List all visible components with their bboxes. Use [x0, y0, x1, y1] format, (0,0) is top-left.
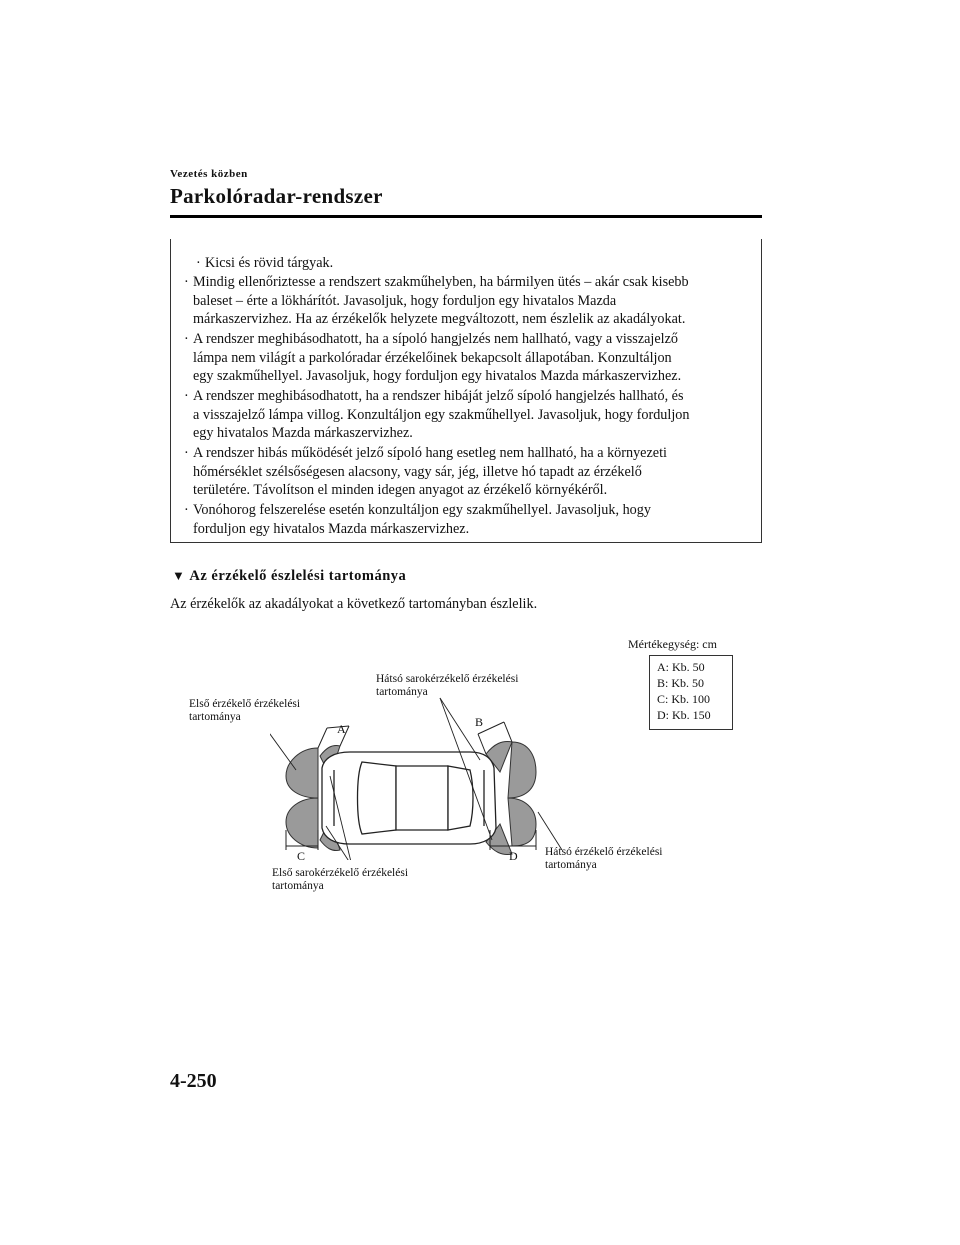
notice-line: baleset – érte a lökhárítót. Javasoljuk, hogy forduljon egy hivatalos Mazda: [193, 292, 617, 309]
sensor-range-diagram: [270, 690, 570, 860]
page-number: 4-250: [170, 1070, 217, 1092]
notice-bullet-2: [184, 330, 682, 386]
dim-b-line-2: [504, 722, 512, 742]
section-label: Vezetés közben: [170, 168, 248, 180]
section-heading-text: Az érzékelő észlelési tartománya: [189, 568, 407, 584]
car-rear-window: [448, 766, 473, 830]
leader-rear-corner-1: [440, 698, 480, 760]
car-windshield: [358, 762, 397, 834]
label-rear-sensor: [545, 846, 663, 872]
notice-line: A rendszer hibás működését jelző sípoló hang esetleg nem hallható, ha a környezeti: [193, 445, 667, 461]
notice-line: Vonóhorog felszerelése esetén konzultáljon egy szakműhellyel. Javasoljuk, hogy: [193, 502, 651, 518]
notice-line: márkaszervizhez. Ha az érzékelők helyzete megváltozott, nem észlelik az akadályokat.: [193, 311, 686, 328]
notice-line: a visszajelző lámpa villog. Konzultáljon egy szakműhellyel. Javasoljuk, hogy forduljon: [193, 406, 690, 423]
notice-line: egy hivatalos Mazda márkaszervizhez.: [193, 425, 413, 442]
dim-b-line-1: [478, 734, 486, 754]
leader-rear-sensor: [538, 812, 562, 850]
letter-c: C: [297, 849, 306, 863]
bullet-dot-icon: ·: [184, 331, 189, 347]
bullet-dot-icon: ·: [196, 255, 201, 271]
notice-box-left-border: [170, 239, 171, 542]
legend-box: [649, 655, 733, 730]
front-sensor-zone-lower: [286, 798, 318, 848]
legend-item-c: C: Kb. 100: [657, 692, 711, 706]
legend-item-a: A: Kb. 50: [657, 660, 705, 674]
notice-sub-item-text: Kicsi és rövid tárgyak.: [205, 255, 334, 271]
rear-sensor-zone-lower: [508, 798, 536, 846]
notice-line: egy szakműhellyel. Javasoljuk, hogy forduljon egy hivatalos Mazda márkaszervizhez.: [193, 368, 682, 385]
label-line: tartománya: [189, 711, 241, 723]
bullet-dot-icon: ·: [184, 445, 189, 461]
label-front-corner-sensor: [272, 867, 408, 893]
page-title: Parkolóradar-rendszer: [170, 184, 383, 208]
label-line: Első érzékelő érzékelési: [189, 698, 301, 710]
notice-line: forduljon egy hivatalos Mazda márkaszervizhez.: [193, 520, 470, 537]
notice-bullet-3: [184, 387, 690, 443]
section-heading: [172, 568, 406, 585]
triangle-marker-icon: ▼: [172, 568, 186, 583]
notice-line: A rendszer meghibásodhatott, ha a sípoló hangjelzés nem hallható, vagy a visszajelző: [193, 331, 678, 347]
car-roof: [396, 766, 448, 830]
notice-bullet-4: [184, 444, 667, 500]
bullet-dot-icon: ·: [184, 502, 189, 518]
notice-line: Mindig ellenőriztesse a rendszert szakműhelyben, ha bármilyen ütés – akár csak kisebb: [193, 274, 689, 290]
notice-box: [170, 239, 762, 543]
notice-line: területére. Távolítson el minden idegen anyagot az érzékelő környékéről.: [193, 482, 608, 499]
notice-bullet-5: [184, 501, 651, 538]
label-line: Első sarokérzékelő érzékelési: [272, 867, 409, 879]
legend-item-b: B: Kb. 50: [657, 676, 705, 690]
label-line: Hátsó érzékelő érzékelési: [545, 846, 663, 858]
notice-sub-item: [196, 254, 334, 273]
notice-line: hőmérséklet szélsőségesen alacsony, vagy sár, jég, illetve hó tapadt az érzékelő: [193, 463, 642, 480]
label-line: tartománya: [376, 686, 428, 698]
notice-line: A rendszer meghibásodhatott, ha a rendszer hibáját jelző sípoló hangjelzés hallható, és: [193, 388, 684, 404]
label-front-sensor: [189, 698, 300, 724]
front-sensor-zone-upper: [286, 748, 318, 798]
legend-item-d: D: Kb. 150: [657, 708, 711, 722]
section-intro: Az érzékelők az akadályokat a következő tartományban észlelik.: [170, 596, 538, 612]
bullet-dot-icon: ·: [184, 274, 189, 290]
dim-a-line-1: [318, 728, 327, 748]
rear-sensor-zone-upper: [508, 742, 536, 798]
label-line: tartománya: [272, 880, 324, 892]
notice-bullet-1: [184, 273, 689, 329]
title-rule: [170, 215, 762, 218]
unit-label: Mértékegység: cm: [628, 637, 717, 651]
letter-b: B: [475, 715, 484, 729]
bullet-dot-icon: ·: [184, 388, 189, 404]
notice-line: lámpa nem világít a parkolóradar érzékelőinek bekapcsolt állapotában. Konzultáljon: [193, 349, 672, 366]
label-line: Hátsó sarokérzékelő érzékelési: [376, 673, 519, 685]
label-rear-corner-sensor: [376, 673, 518, 699]
label-line: tartománya: [545, 859, 597, 871]
letter-d: D: [509, 849, 518, 863]
letter-a: A: [337, 722, 346, 736]
